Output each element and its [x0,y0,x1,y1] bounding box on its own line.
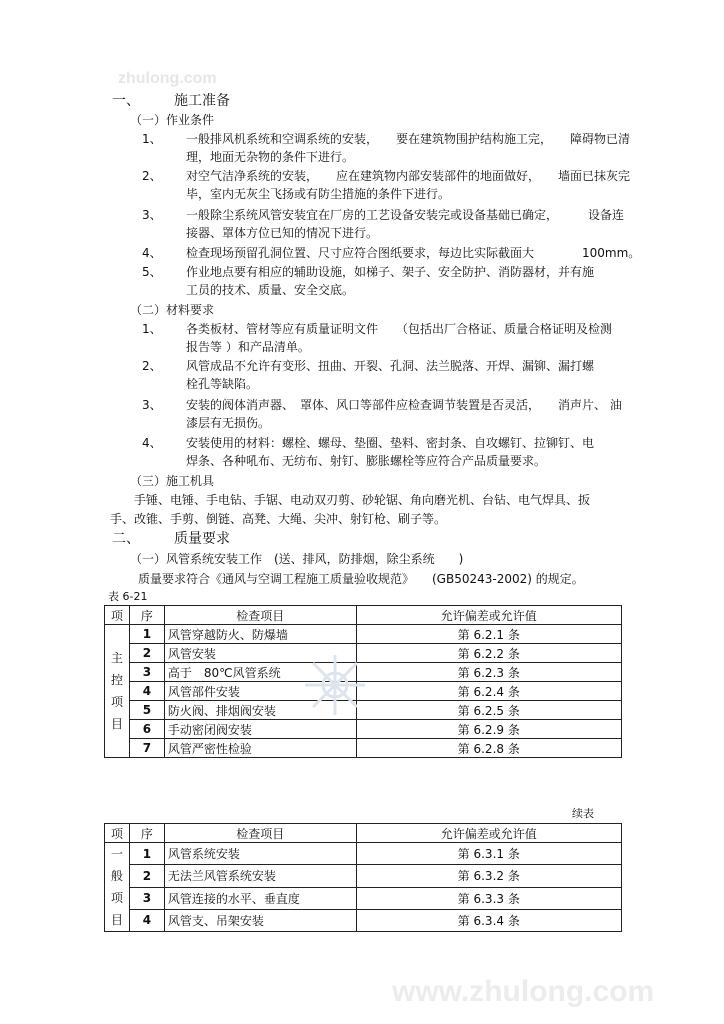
item-line: 一般除尘系统风管安装宜在厂房的工艺设备安装完或设备基础已确定， 设备连 [186,208,625,222]
watermark-bottom: www.zhulong.com [392,975,655,1008]
item-line: 作业地点要有相应的辅助设施，如梯子、架子、安全防护、消防器材，并有施 [186,265,595,279]
row-seq: 4 [129,909,164,931]
section2-title: 质量要求 [174,531,230,547]
item-line: 接器、罩体方位已知的情况下进行。 [186,226,379,240]
group-label-general: 一 般 项 目 [105,843,130,932]
item-number: 4、 [142,436,162,450]
sub3-label: （三）施工机具 [130,474,215,488]
header-cell: 序 [129,606,164,625]
item-number: 5、 [142,265,162,279]
row-item: 风管部件安装 [164,682,356,701]
row-value: 第 6.2.4 条 [356,682,621,701]
item-number: 3、 [142,398,162,412]
table-header-row [105,606,622,625]
row-seq: 3 [129,663,164,682]
row-item: 风管穿越防火、防爆墙 [164,625,356,644]
row-value: 第 6.2.3 条 [356,663,621,682]
item-number: 3、 [142,208,162,222]
watermark-emblem-icon [300,650,370,720]
item-line: 理，地面无杂物的条件下进行。 [186,150,355,164]
row-value: 第 6.2.9 条 [356,720,621,739]
sub2-label: （二）材料要求 [130,303,215,317]
header-cell: 允许偏差或允许值 [356,606,621,625]
item-line: 焊条、各种吼布、无纺布、射钉、膨胀螺栓等应符合产品质量要求。 [186,454,547,468]
row-value: 第 6.3.3 条 [356,887,621,909]
item-line: 对空气洁净系统的安装， 应在建筑物内部安装部件的地面做好， 墙面已抹灰完 [186,169,631,183]
table-row [105,843,622,865]
header-cell: 检查项目 [164,824,356,843]
header-cell: 项 [105,824,130,843]
row-seq: 2 [129,865,164,887]
table-row [105,865,622,887]
row-item: 风管严密性检验 [164,739,356,758]
header-cell: 序 [129,824,164,843]
row-value: 第 6.3.2 条 [356,865,621,887]
item-line: 安装使用的材料：螺栓、螺母、垫圈、垫料、密封条、自攻螺钉、拉铆钉、电 [186,436,595,450]
row-item: 手动密闭阀安装 [164,720,356,739]
table-caption: 表 6-21 [108,590,148,603]
item-line: 风管成品不允许有变形、扭曲、开裂、孔洞、法兰脱落、开焊、漏铆、漏打螺 [186,359,595,373]
row-value: 第 6.3.4 条 [356,909,621,931]
row-item: 风管安装 [164,644,356,663]
sub1-label: （一）作业条件 [130,113,215,127]
row-value: 第 6.2.5 条 [356,701,621,720]
row-item: 风管支、吊架安装 [164,909,356,931]
item-line: 报告等 ）和产品清单。 [186,340,310,354]
item-line: 检查现场预留孔洞位置、尺寸应符合图纸要求，每边比实际截面大 100mm。 [186,246,641,260]
watermark-top: zhulong.com [118,70,217,87]
item-line: 安装的阀体消声器、 罩体、风口等部件应检查调节装置是否灵活， 消声片、 油 [186,398,622,412]
table-row [105,739,622,758]
item-number: 1、 [142,322,162,336]
group-label-main-control: 主 控 项 目 [105,625,130,758]
quality-standard: 质量要求符合《通风与空调工程施工质量验收规范》 (GB50243-2002) 的规定。 [138,572,584,586]
row-value: 第 6.3.1 条 [356,843,621,865]
row-seq: 3 [129,887,164,909]
table-row [105,909,622,931]
item-number: 2、 [142,169,162,183]
row-item: 高于 80℃风管系统 [164,663,356,682]
section1-title: 施工准备 [174,93,230,109]
item-line: 栓孔等缺陷。 [186,377,259,391]
section2-number: 二、 [112,531,140,547]
section2-sub1: （一）风管系统安装工作 (送、排风，防排烟，除尘系统 ) [130,552,464,566]
row-item: 风管连接的水平、垂直度 [164,887,356,909]
header-cell: 检查项目 [164,606,356,625]
item-line: 工员的技术、质量、安全交底。 [186,283,355,297]
item-line: 毕，室内无灰尘飞扬或有防尘措施的条件下进行。 [186,187,451,201]
item-line: 各类板材、管材等应有质量证明文件 （包括出厂合格证、质量合格证明及检测 [186,322,613,336]
row-seq: 4 [129,682,164,701]
section1-number: 一、 [112,93,140,109]
item-line: 漆层有无损伤。 [186,416,271,430]
header-cell: 允许偏差或允许值 [356,824,621,843]
row-value: 第 6.2.8 条 [356,739,621,758]
tools-line: 手、改锥、手剪、倒链、高凳、大绳、尖冲、射钉枪、刷子等。 [110,512,447,526]
table-row [105,625,622,644]
table-header-row [105,824,622,843]
row-seq: 6 [129,720,164,739]
general-items-table [104,823,622,932]
row-item: 防火阀、排烟阀安装 [164,701,356,720]
row-seq: 1 [129,625,164,644]
table-row [105,720,622,739]
row-seq: 5 [129,701,164,720]
row-item: 风管系统安装 [164,843,356,865]
item-number: 4、 [142,246,162,260]
table-row [105,887,622,909]
row-value: 第 6.2.2 条 [356,644,621,663]
item-number: 2、 [142,359,162,373]
tools-line: 手锤、电锤、手电钻、手锯、电动双刃剪、砂轮锯、角向磨光机、台钻、电气焊具、扳 [134,493,591,507]
row-seq: 2 [129,644,164,663]
row-value: 第 6.2.1 条 [356,625,621,644]
item-line: 一般排风机系统和空调系统的安装， 要在建筑物围护结构施工完， 障碍物已清 [186,132,631,146]
continued-label: 续表 [572,807,594,820]
row-item: 无法兰风管系统安装 [164,865,356,887]
row-seq: 7 [129,739,164,758]
row-seq: 1 [129,843,164,865]
item-number: 1、 [142,132,162,146]
header-cell: 项 [105,606,130,625]
